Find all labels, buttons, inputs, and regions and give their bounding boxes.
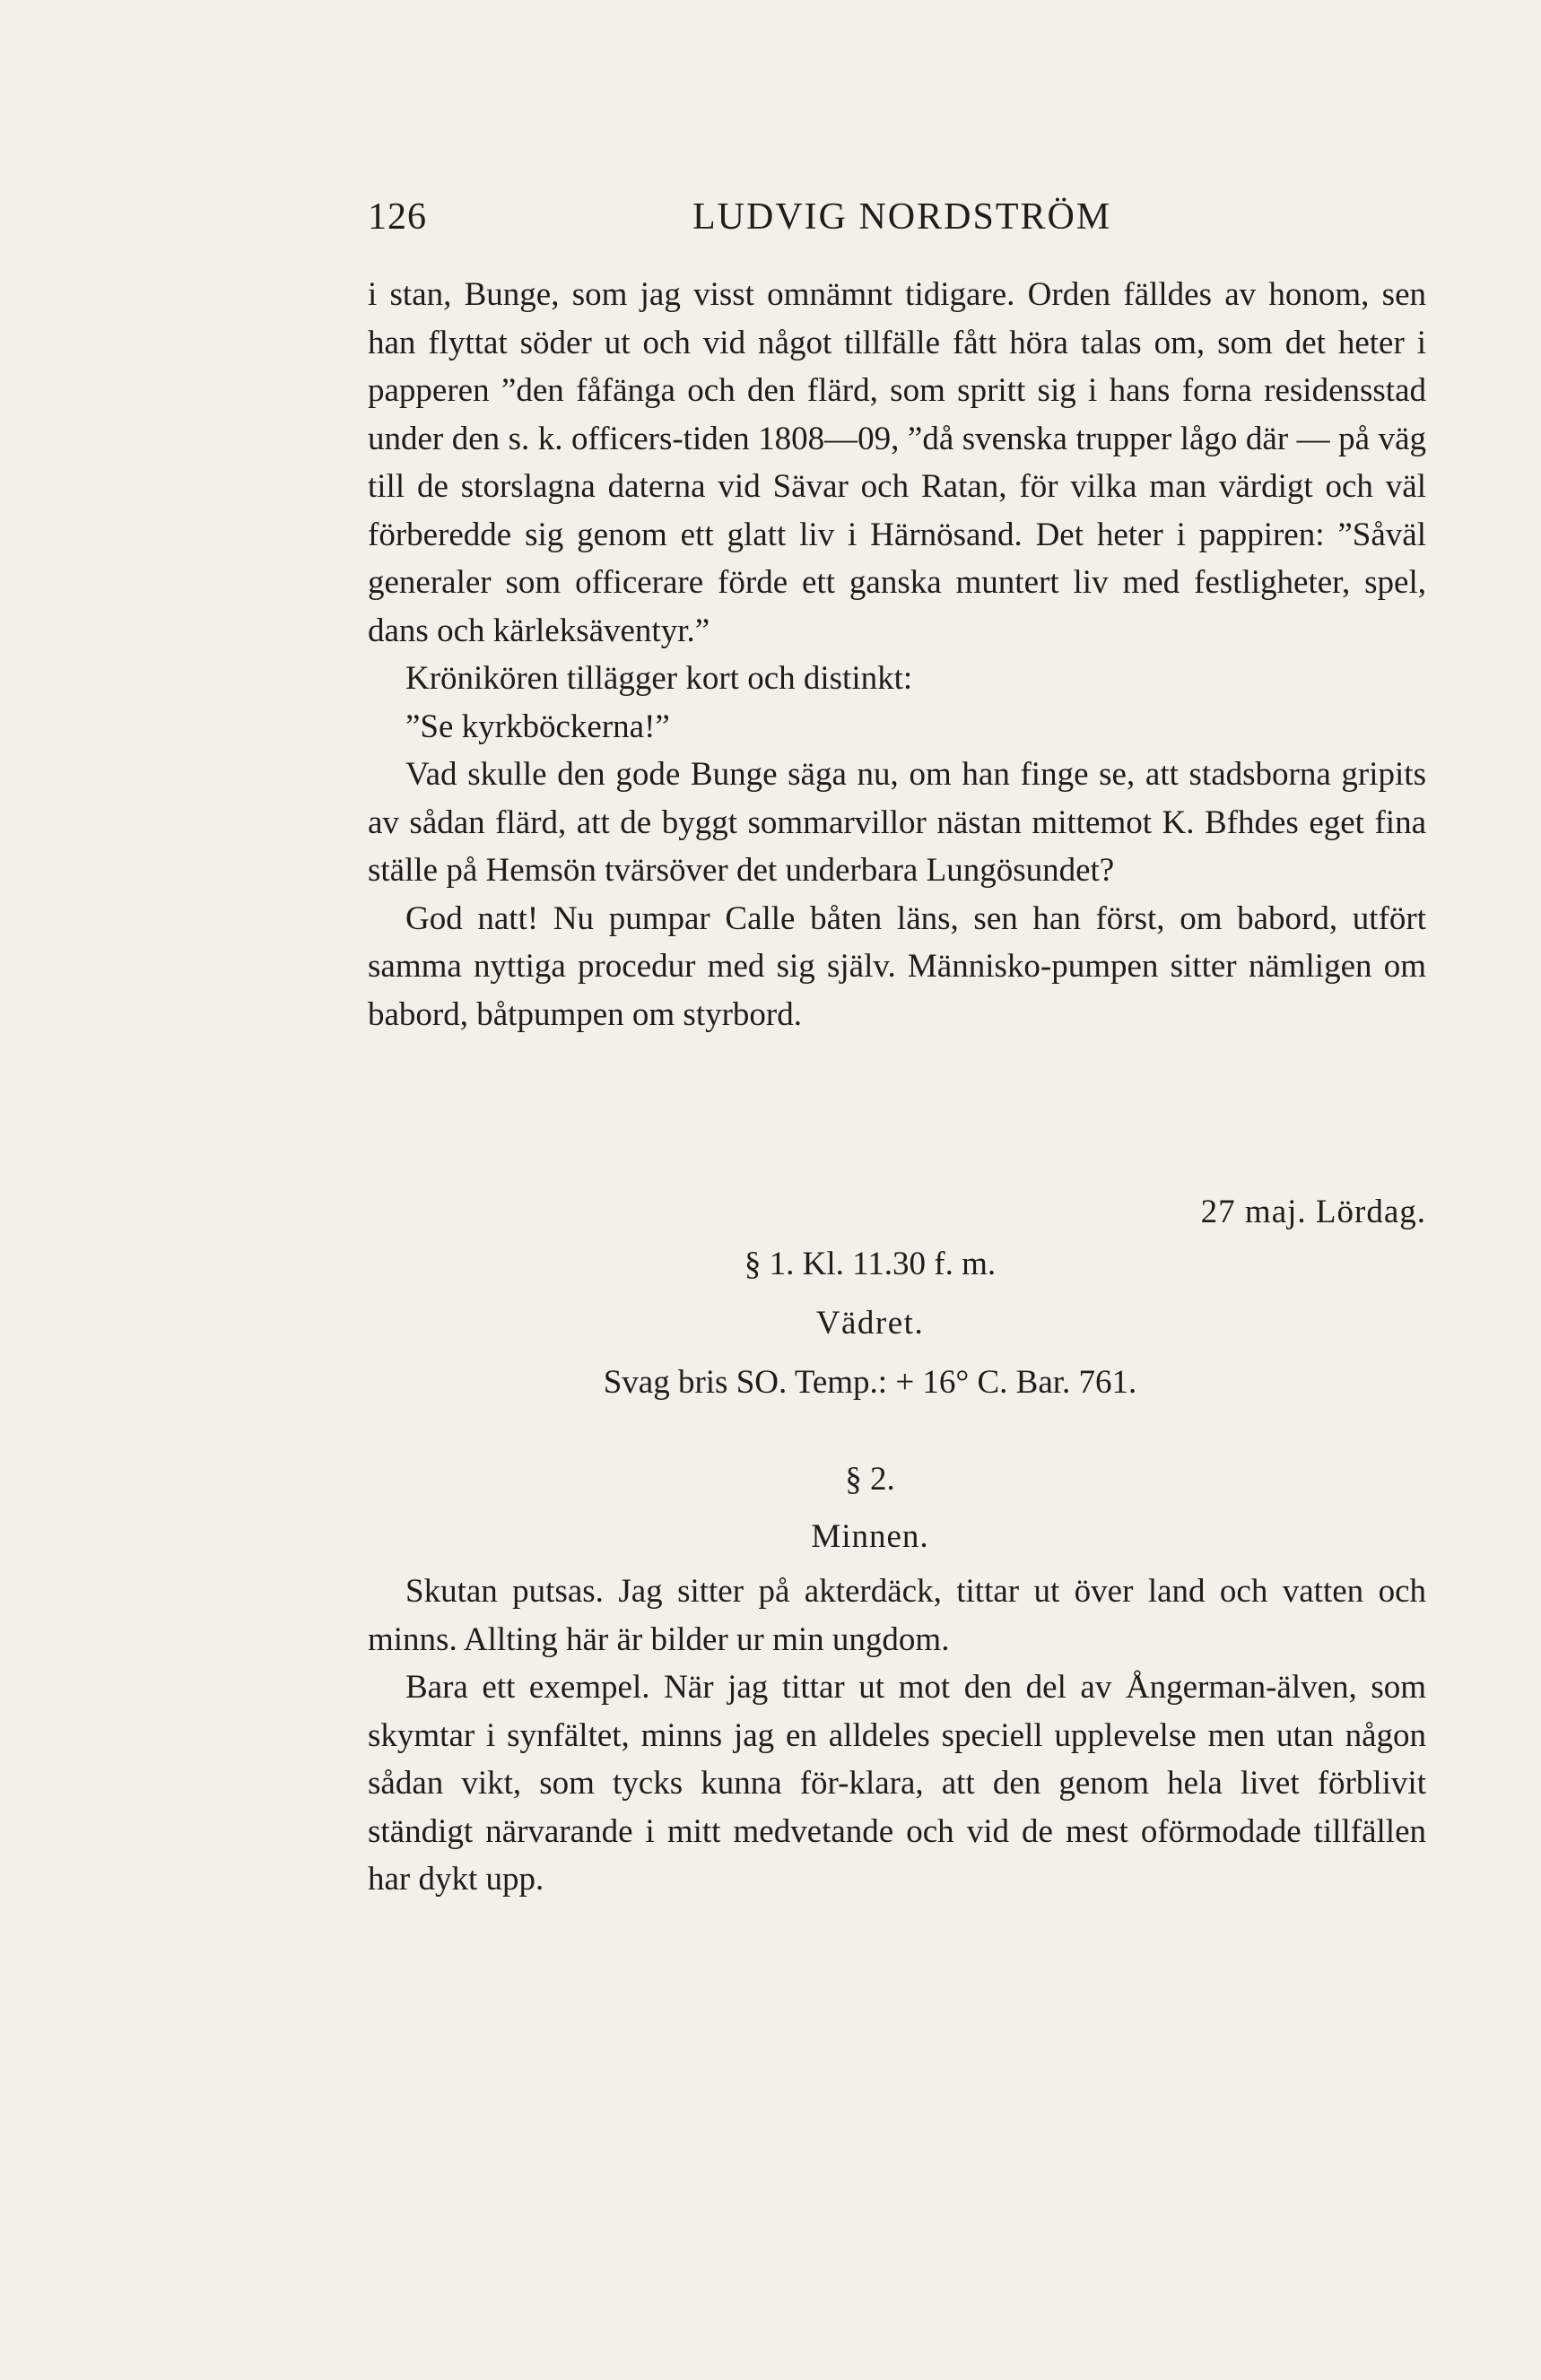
text-block-memories (368, 1568, 1426, 1904)
text-block-before-entry (368, 271, 1426, 1038)
section-1-label: § 1. Kl. 11.30 f. m. (744, 1246, 997, 1282)
page-header (368, 195, 1426, 249)
weather-report: Svag bris SO. Temp.: + 16° C. Bar. 761. (603, 1364, 1137, 1401)
entry-date: 27 maj. Lördag. (1200, 1194, 1426, 1230)
page-number: 126 (368, 196, 427, 238)
paragraph: Bara ett exempel. När jag tittar ut mot den del av Ångerman-älven, som skymtar i synfältet, minns jag en alldeles speciell upplevelse men utan någon sådan vikt, som tycks kunna för-klara, att den genom hela livet förblivit ständigt närvarande i mitt medvetande och vid de mest oförmodade tillfällen har dykt upp. (368, 1669, 1426, 1898)
running-title: LUDVIG NORDSTRÖM (692, 196, 1112, 238)
paragraph: ”Se kyrkböckerna!” (405, 708, 670, 745)
section-2-label: § 2. (845, 1461, 895, 1498)
paragraph: Skutan putsas. Jag sitter på akterdäck, tittar ut över land och vatten och minns. Allting här är bilder ur min ungdom. (368, 1573, 1426, 1658)
paragraph: Krönikören tillägger kort och distinkt: (405, 660, 913, 697)
section-2-heading: Minnen. (811, 1518, 929, 1555)
paragraph: i stan, Bunge, som jag visst omnämnt tidigare. Orden fälldes av honom, sen han flyttat söder ut och vid något tillfälle fått höra talas om, som det heter i papperen ”den fåfänga och den flärd, som spritt sig i hans forna residensstad under den s. k. officers-tiden 1808—09, ”då svenska trupper lågo där — på väg till de storslagna daterna vid Sävar och Ratan, för vilka man värdigt och väl förberedde sig genom ett glatt liv i Härnösand. Det heter i pappiren: ”Såväl generaler som officerare förde ett ganska muntert liv med festligheter, spel, dans och kärleksäventyr.” (368, 276, 1426, 649)
paragraph: God natt! Nu pumpar Calle båten läns, sen han först, om babord, utfört samma nyttiga procedur med sig själv. Människo-pumpen sitter nämligen om babord, båtpumpen om styrbord. (368, 899, 1426, 1033)
paragraph: Vad skulle den gode Bunge säga nu, om han finge se, att stadsborna gripits av sådan flärd, att de byggt sommarvillor nästan mittemot K. Bfhdes eget fina ställe på Hemsön tvärsöver det underbara Lungösundet? (368, 756, 1426, 889)
section-1-heading: Vädret. (815, 1305, 925, 1342)
